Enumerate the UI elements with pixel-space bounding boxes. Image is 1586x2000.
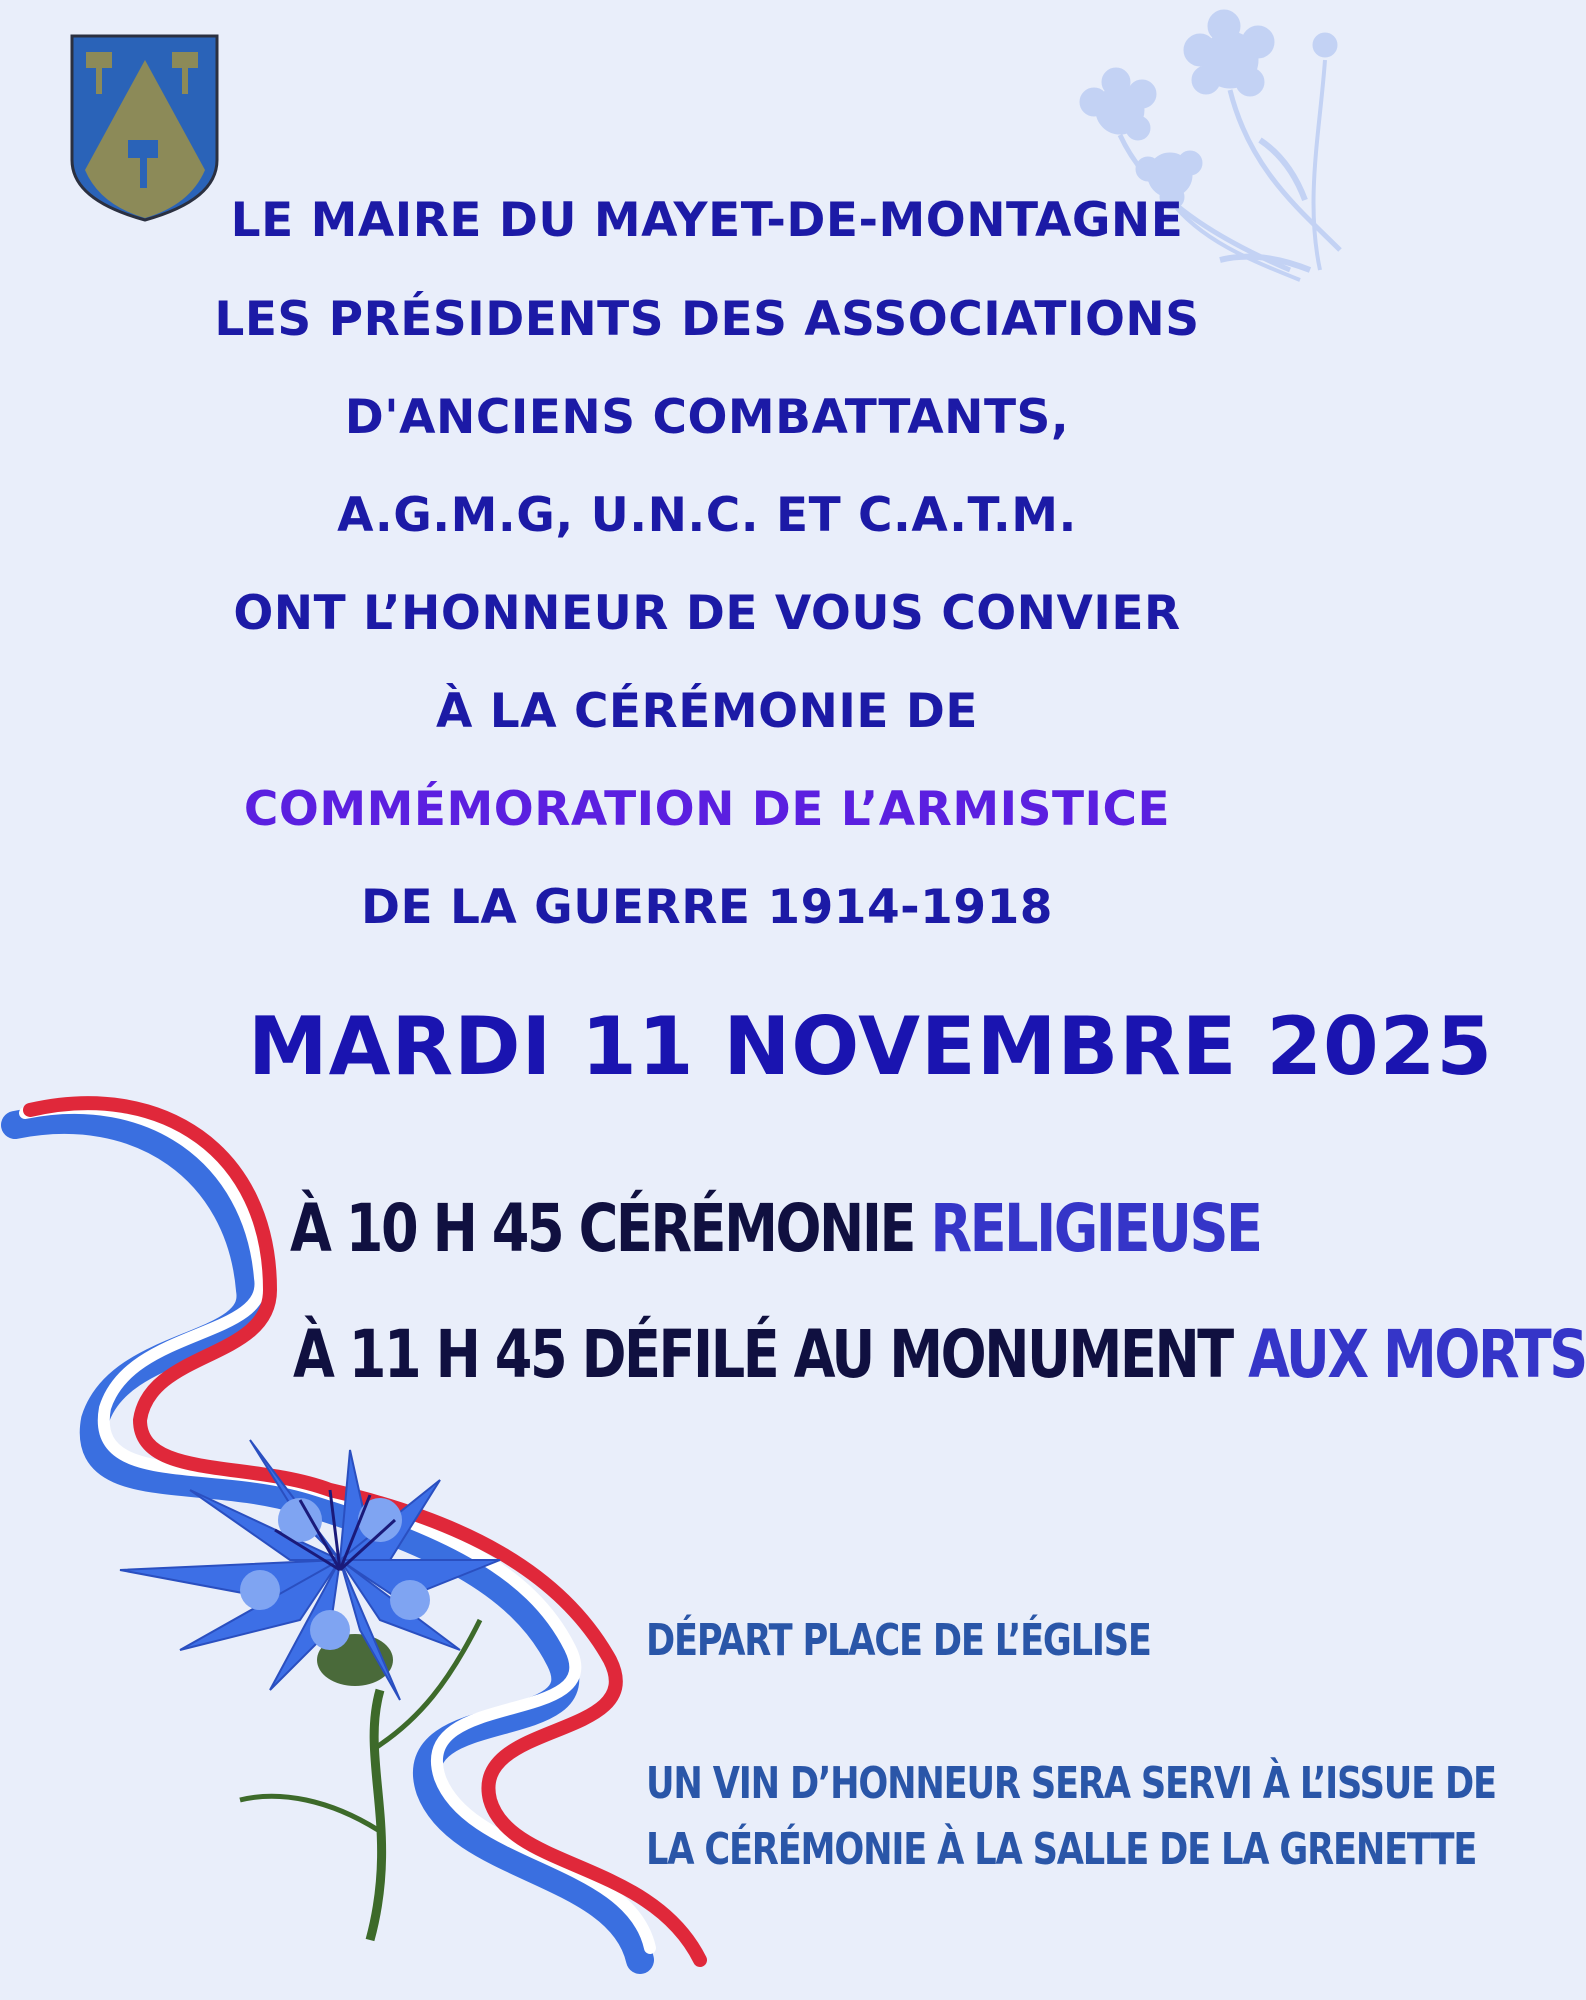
reception-info-line-2: LA CÉRÉMONIE À LA SALLE DE LA GRENETTE (646, 1824, 1477, 1875)
schedule-item-time-label: À 11 H 45 DÉFILÉ AU MONUMENT (293, 1316, 1249, 1393)
schedule-item-time-label: À 10 H 45 CÉRÉMONIE (290, 1190, 931, 1267)
header-line-mayor: LE MAIRE DU MAYET-DE-MONTAGNE (230, 193, 1184, 248)
header-line-veterans: D'ANCIENS COMBATTANTS, (344, 390, 1070, 445)
cornflower-icon (120, 1440, 500, 1940)
event-date: MARDI 11 NOVEMBRE 2025 (248, 1000, 1494, 1093)
header-line-commemoration: COMMÉMORATION DE L’ARMISTICE (243, 782, 1171, 837)
departure-info: DÉPART PLACE DE L’ÉGLISE (646, 1615, 1151, 1666)
header-line-ceremony: À LA CÉRÉMONIE DE (436, 684, 978, 739)
header-line-presidents: LES PRÉSIDENTS DES ASSOCIATIONS (214, 292, 1200, 347)
schedule-item-religious (290, 1190, 1260, 1267)
header-line-invite: ONT L’HONNEUR DE VOUS CONVIER (233, 586, 1181, 641)
schedule-item-highlight: RELIGIEUSE (930, 1190, 1261, 1267)
reception-info-line-1: UN VIN D’HONNEUR SERA SERVI À L’ISSUE DE (646, 1758, 1496, 1809)
schedule-item-highlight: AUX MORTS (1248, 1316, 1586, 1393)
schedule-item-parade (293, 1316, 1586, 1393)
header-line-war: DE LA GUERRE 1914-1918 (361, 880, 1053, 935)
header-line-associations: A.G.M.G, U.N.C. ET C.A.T.M. (337, 488, 1077, 543)
